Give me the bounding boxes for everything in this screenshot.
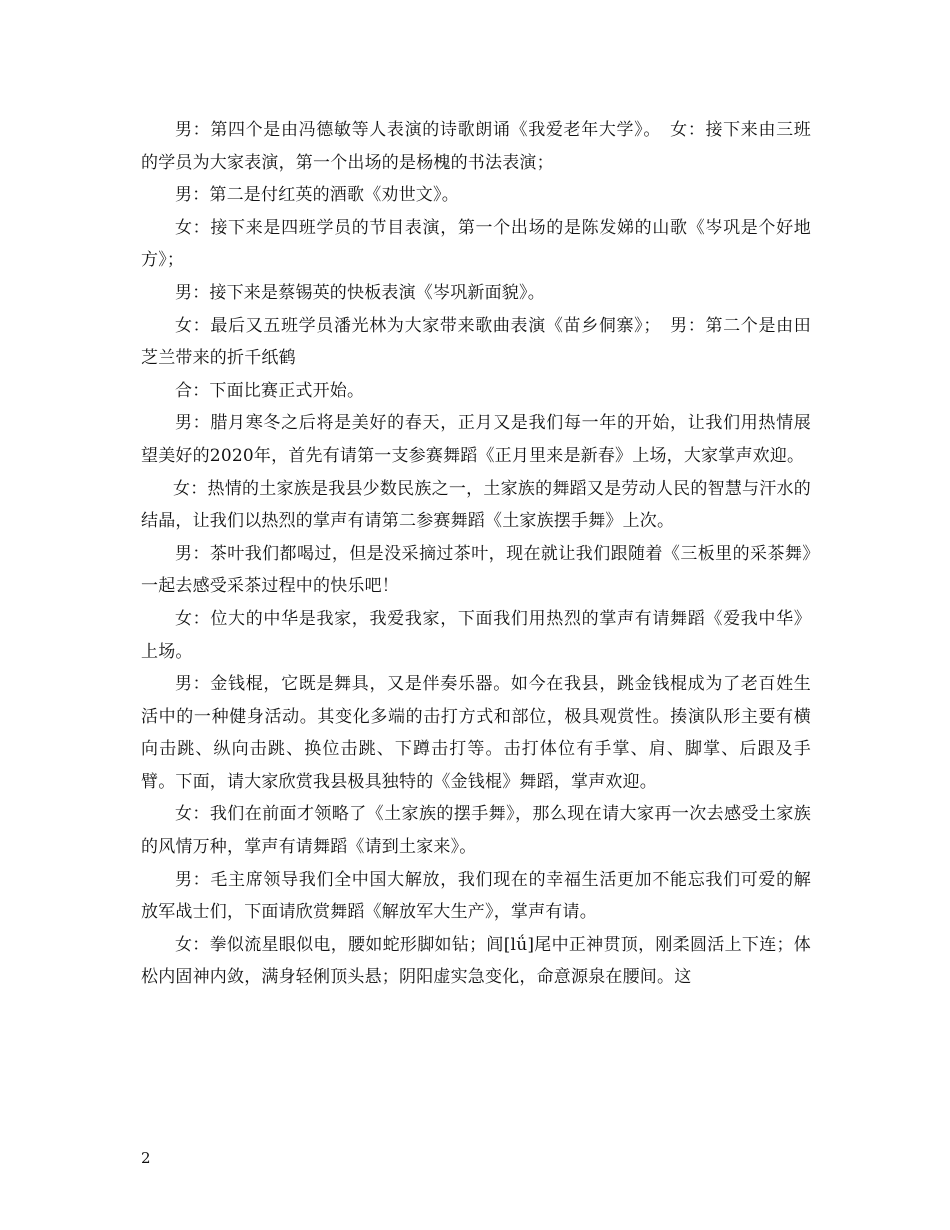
paragraph-9: 男：茶叶我们都喝过，但是没采摘过茶叶，现在就让我们跟随着《三板里的采茶舞》一起去感受采茶过程中的快乐吧！ xyxy=(141,543,811,597)
body-text xyxy=(141,114,811,994)
paragraph-3: 女：接下来是四班学员的节目表演，第一个出场的是陈发娣的山歌《岑巩是个好地方》； xyxy=(141,217,811,271)
paragraph-12: 女：我们在前面才领略了《土家族的摆手舞》，那么现在请大家再一次去感受土家族的风情万种，掌声有请舞蹈《请到土家来》。 xyxy=(141,804,811,858)
paragraph-4: 男：接下来是蔡锡英的快板表演《岑巩新面貌》。 xyxy=(175,282,545,303)
paragraph-6: 合：下面比赛正式开始。 xyxy=(175,380,365,401)
paragraph-13: 男：毛主席领导我们全中国大解放，我们现在的幸福生活更加不能忘我们可爱的解放军战士们，下面请欣赏舞蹈《解放军大生产》，掌声有请。 xyxy=(141,869,811,923)
paragraph-2: 男：第二是付红英的酒歌《劝世文》。 xyxy=(175,185,459,206)
page-number: 2 xyxy=(141,1149,151,1167)
paragraph-10: 女：位大的中华是我家，我爱我家，下面我们用热烈的掌声有请舞蹈《爱我中华》上场。 xyxy=(141,608,811,662)
paragraph-14: 女：拳似流星眼似电，腰如蛇形脚如钻；闾[lǘ]尾中正神贯顶，刚柔圆活上下连；体松内固神内敛，满身轻俐顶头悬；阴阳虚实急变化，命意源泉在腰间。这 xyxy=(141,934,811,988)
paragraph-1: 男：第四个是由冯德敏等人表演的诗歌朗诵《我爱老年大学》。 女：接下来由三班的学员为大家表演，第一个出场的是杨槐的书法表演； xyxy=(141,120,811,173)
paragraph-7: 男：腊月寒冬之后将是美好的春天，正月又是我们每一年的开始，让我们用热情展望美好的2020年，首先有请第一支参赛舞蹈《正月里来是新春》上场，大家掌声欢迎。 xyxy=(141,413,811,466)
paragraph-8: 女：热情的土家族是我县少数民族之一，土家族的舞蹈又是劳动人民的智慧与汗水的结晶，让我们以热烈的掌声有请第二参赛舞蹈《土家族摆手舞》上次。 xyxy=(141,478,811,532)
paragraph-5: 女：最后又五班学员潘光林为大家带来歌曲表演《苗乡侗寨》； 男：第二个是由田芝兰带来的折千纸鹤 xyxy=(141,315,811,369)
paragraph-11: 男：金钱棍，它既是舞具，又是伴奏乐器。如今在我县，跳金钱棍成为了老百姓生活中的一种健身活动。其变化多端的击打方式和部位，极具观赏性。揍演队形主要有横向击跳、纵向击跳、换位击跳、下蹲击打等。击打体位有手掌、肩、脚掌、后跟及手臂。下面，请大家欣赏我县极具独特的《金钱棍》舞蹈，掌声欢迎。 xyxy=(141,674,811,792)
